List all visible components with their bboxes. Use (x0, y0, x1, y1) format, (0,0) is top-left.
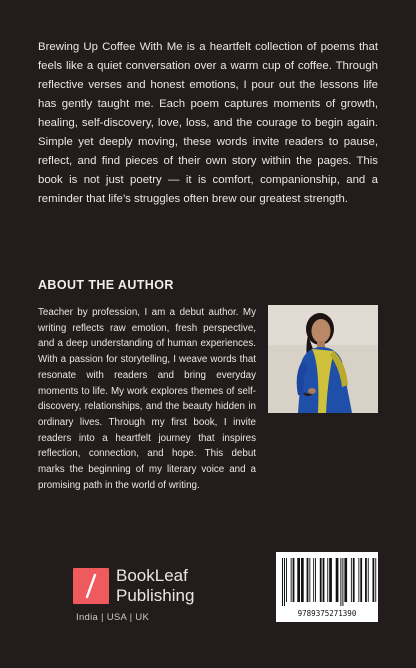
barcode-bar (309, 558, 310, 602)
barcode-bar (327, 558, 328, 602)
barcode-bar (301, 558, 304, 602)
barcode-bar (315, 558, 316, 602)
about-author-heading: ABOUT THE AUTHOR (38, 278, 174, 292)
barcode-bar (291, 558, 292, 602)
bookleaf-logo (73, 568, 109, 604)
barcode-bar (353, 558, 355, 602)
barcode-bar (351, 558, 352, 602)
barcode-bar (313, 558, 314, 602)
barcode-bar (307, 558, 309, 602)
publisher-regions: India | USA | UK (76, 612, 150, 623)
isbn-barcode (276, 552, 378, 622)
barcode-bar (373, 558, 375, 602)
barcode-bar (282, 558, 283, 606)
barcode-bar (375, 558, 376, 602)
author-portrait-image (268, 305, 378, 413)
barcode-bar (360, 558, 362, 602)
barcode-bar (284, 558, 285, 606)
author-photo (268, 305, 378, 413)
barcode-bar (320, 558, 322, 602)
slash-logo-icon (73, 568, 109, 604)
barcode-bar (336, 558, 339, 602)
barcode-bar (342, 558, 343, 606)
isbn-number: 9789375271390 (297, 609, 357, 618)
publisher-name (116, 566, 194, 606)
barcode-bar (340, 558, 341, 606)
barcode-bar (344, 558, 347, 602)
barcode-bar (329, 558, 332, 602)
publisher-name-line1: BookLeaf (116, 566, 188, 585)
barcode-bar (365, 558, 367, 602)
barcode-bar (293, 558, 295, 602)
author-bio: Teacher by profession, I am a debut author. My writing reflects raw emotion, fresh perspective, and a deep understanding of human experiences. With a passion for storytelling, I weave words that resonate with readers and bring everyday moments to life. My work explores themes of self-discovery, relationships, and the beauty hidden in ordinary lives. Through my first book, I invite readers into a heartfelt journey that inspires reflection, connection, and hope. This debut marks the beginning of my literary voice and a promising path in the world of writing. (38, 307, 256, 491)
barcode-bar (297, 558, 300, 602)
back-cover-blurb: Brewing Up Coffee With Me is a heartfelt collection of poems that feels like a quiet conversation over a warm cup of coffee. Through reflective verses and honest emotions, I pour out the lessons life has gently taught me. Each poem captures moments of growth, healing, self-discovery, love, loss, and the courage to begin again. Simple yet deeply moving, these words invite readers to pause, reflect, and find pieces of their own story within the pages. This book is not just poetry — it is comfort, companionship, and a reminder that life’s struggles often brew our greatest strength. (38, 41, 378, 205)
publisher-name-line2: Publishing (116, 586, 195, 605)
barcode-bars (276, 552, 378, 608)
barcode-bar (286, 558, 287, 602)
barcode-bar (368, 558, 369, 602)
barcode-bar (358, 558, 359, 602)
barcode-bar (323, 558, 325, 602)
